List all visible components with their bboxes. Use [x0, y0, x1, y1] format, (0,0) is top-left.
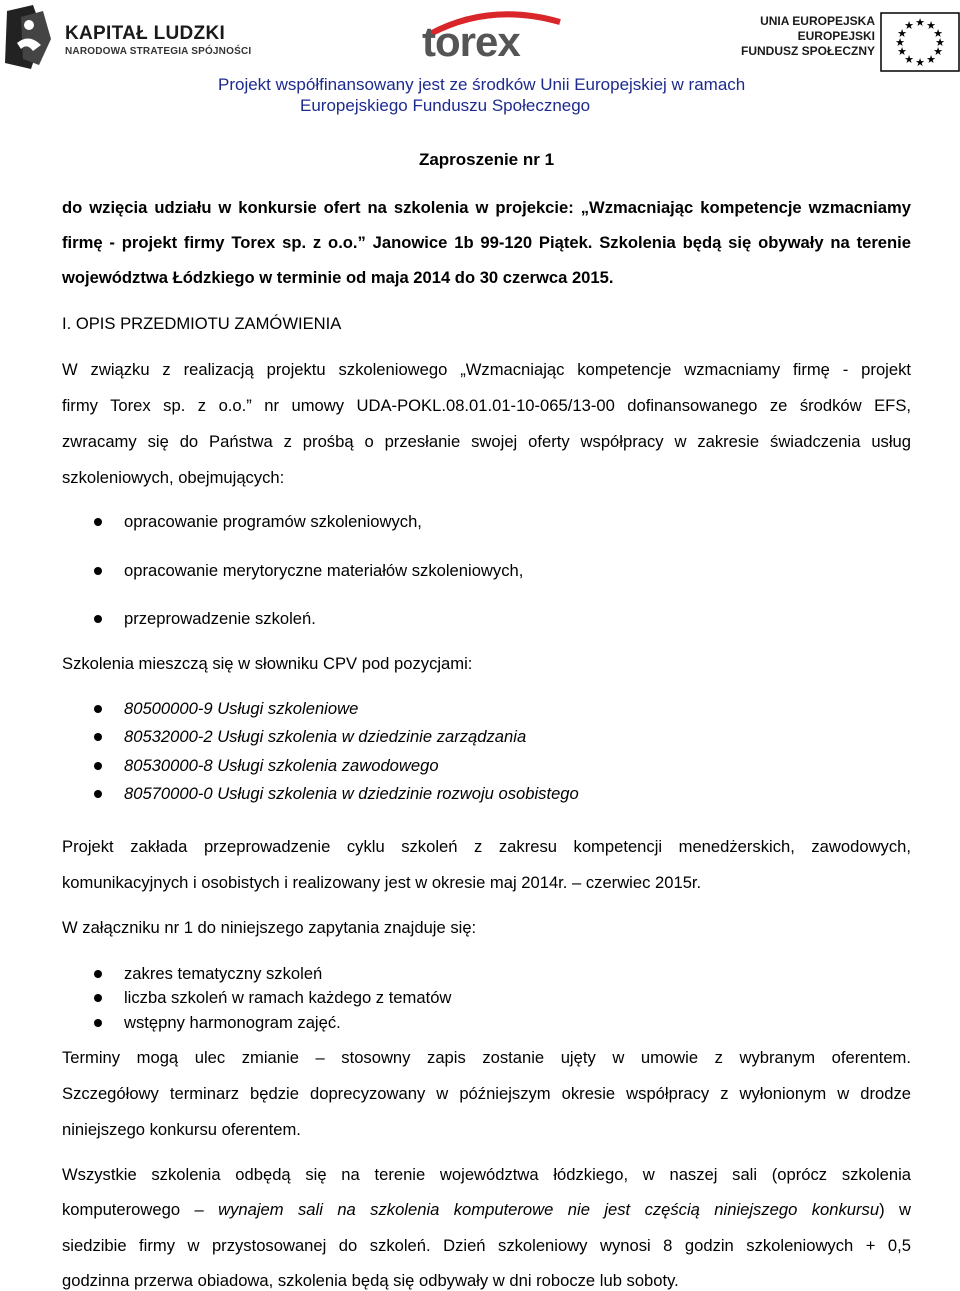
eu-flag-icon: [880, 12, 960, 72]
para4-line-2-c: ) w: [879, 1200, 911, 1219]
eu-logo: [740, 12, 960, 72]
para3-line-1: Terminy mogą ulec zmianie – stosowny zapis zostanie ujęty w umowie z wybranym oferentem.: [62, 1048, 911, 1067]
para4-line-2: [62, 1200, 911, 1220]
cofinancing-note: [218, 74, 745, 116]
svg-text:★: ★: [935, 36, 945, 49]
eu-line-3: FUNDUSZ SPOŁECZNY: [740, 44, 875, 58]
para1-line-1: W związku z realizacją projektu szkoleniowego „Wzmacniając kompetencje wzmacniamy firmę - projekt: [62, 360, 911, 379]
attachment-item: zakres tematyczny szkoleń: [124, 964, 323, 983]
svg-text:★: ★: [915, 16, 925, 29]
bullet-icon: [94, 705, 104, 715]
para4-line-4: godzinna przerwa obiadowa, szkolenia będą się odbywały w dni robocze lub soboty.: [62, 1271, 679, 1290]
para2-line-2: komunikacyjnych i osobistych i realizowany jest w okresie maj 2014r. – czerwiec 2015r.: [62, 873, 702, 892]
svg-text:★: ★: [926, 53, 936, 66]
para3-line-3: niniejszego konkursu oferentem.: [62, 1120, 301, 1139]
cpv-item: 80570000-0 Usługi szkolenia w dziedzinie rozwoju osobistego: [124, 784, 579, 803]
cofinancing-line-1: Projekt współfinansowany jest ze środków Unii Europejskiej w ramach: [218, 75, 746, 94]
torex-wordmark: torex: [422, 18, 520, 65]
attachment-item: liczba szkoleń w ramach każdego z tematów: [124, 988, 452, 1007]
cpv-item: 80532000-2 Usługi szkolenia w dziedzinie zarządzania: [124, 727, 527, 746]
svg-text:★: ★: [897, 27, 907, 40]
intro-line-1: do wzięcia udziału w konkursie ofert na szkolenia w projekcie: „Wzmacniając kompetencje wzmacniamy: [62, 198, 911, 217]
para1-line-4: szkoleniowych, obejmujących:: [62, 468, 285, 487]
invitation-title: Zaproszenie nr 1: [418, 150, 555, 169]
bullet-icon: [94, 733, 104, 743]
eu-line-1: UNIA EUROPEJSKA: [760, 14, 875, 28]
svg-text:★: ★: [904, 19, 914, 32]
kapital-ludzki-title: KAPITAŁ LUDZKI: [65, 23, 226, 44]
para4-line-1: Wszystkie szkolenia odbędą się na terenie województwa łódzkiego, w naszej sali (oprócz szkolenia: [62, 1165, 911, 1184]
bullet-icon: [94, 790, 104, 800]
svg-text:★: ★: [915, 56, 925, 69]
para4-line-2-italic: wynajem sali na szkolenia komputerowe nie jest częścią niniejszego konkursu: [218, 1200, 880, 1219]
para1-line-2: firmy Torex sp. z o.o.” nr umowy UDA-POKL.08.01.01-10-065/13-00 dofinansowanego ze środków EFS,: [62, 396, 911, 415]
eu-text: [741, 14, 875, 59]
eu-line-2: EUROPEJSKI: [797, 29, 875, 43]
cpv-item: 80500000-9 Usługi szkoleniowe: [124, 699, 359, 718]
svg-text:★: ★: [897, 45, 907, 58]
svg-text:★: ★: [933, 45, 943, 58]
bullet-icon: [94, 1019, 104, 1029]
intro-line-2: firmę - projekt firmy Torex sp. z o.o.” Janowice 1b 99-120 Piątek. Szkolenia będą się obywały na terenie: [62, 233, 911, 252]
bullet-icon: [94, 762, 104, 772]
bullet-icon: [94, 567, 104, 577]
para3-line-2: Szczegółowy terminarz będzie doprecyzowany w późniejszym okresie współpracy z wyłonionym w drodze: [62, 1084, 911, 1103]
cpv-intro: Szkolenia mieszczą się w słowniku CPV pod pozycjami:: [62, 654, 473, 673]
intro-line-3: województwa Łódzkiego w terminie od maja 2014 do 30 czerwca 2015.: [62, 268, 614, 287]
para4-line-3: siedzibie firmy w przystosowanej do szkoleń. Dzień szkoleniowy wynosi 8 godzin szkoleniowych + 0,5: [62, 1236, 911, 1255]
para4-line-2-a: komputerowego –: [62, 1200, 219, 1219]
kapital-ludzki-subtitle: NARODOWA STRATEGIA SPÓJNOŚCI: [65, 46, 252, 57]
svg-text:★: ★: [926, 19, 936, 32]
list-item: opracowanie programów szkoleniowych,: [124, 512, 422, 531]
bullet-icon: [94, 994, 104, 1004]
kapital-ludzki-emblem-icon: [3, 3, 59, 71]
para2-line-1: Projekt zakłada przeprowadzenie cyklu szkoleń z zakresu kompetencji menedżerskich, zawodowych,: [62, 837, 911, 856]
attachment-item: wstępny harmonogram zajęć.: [124, 1013, 341, 1032]
svg-text:★: ★: [895, 36, 905, 49]
section-heading: I. OPIS PRZEDMIOTU ZAMÓWIENIA: [62, 314, 342, 333]
para1-line-3: zwracamy się do Państwa z prośbą o przesłanie swojej oferty współpracy w zakresie świadczenia usług: [62, 432, 911, 451]
list-item: opracowanie merytoryczne materiałów szkoleniowych,: [124, 561, 524, 580]
svg-text:★: ★: [933, 27, 943, 40]
bullet-icon: [94, 518, 104, 528]
list-item: przeprowadzenie szkoleń.: [124, 609, 316, 628]
torex-logo: [410, 8, 570, 68]
kapital-ludzki-logo: [3, 3, 263, 73]
attachment-intro: W załączniku nr 1 do niniejszego zapytania znajduje się:: [62, 918, 477, 937]
svg-text:★: ★: [904, 53, 914, 66]
cofinancing-line-2: Europejskiego Funduszu Społecznego: [300, 96, 591, 115]
cpv-item: 80530000-8 Usługi szkolenia zawodowego: [124, 756, 439, 775]
bullet-icon: [94, 970, 104, 980]
bullet-icon: [94, 615, 104, 625]
page-header: [0, 0, 960, 120]
